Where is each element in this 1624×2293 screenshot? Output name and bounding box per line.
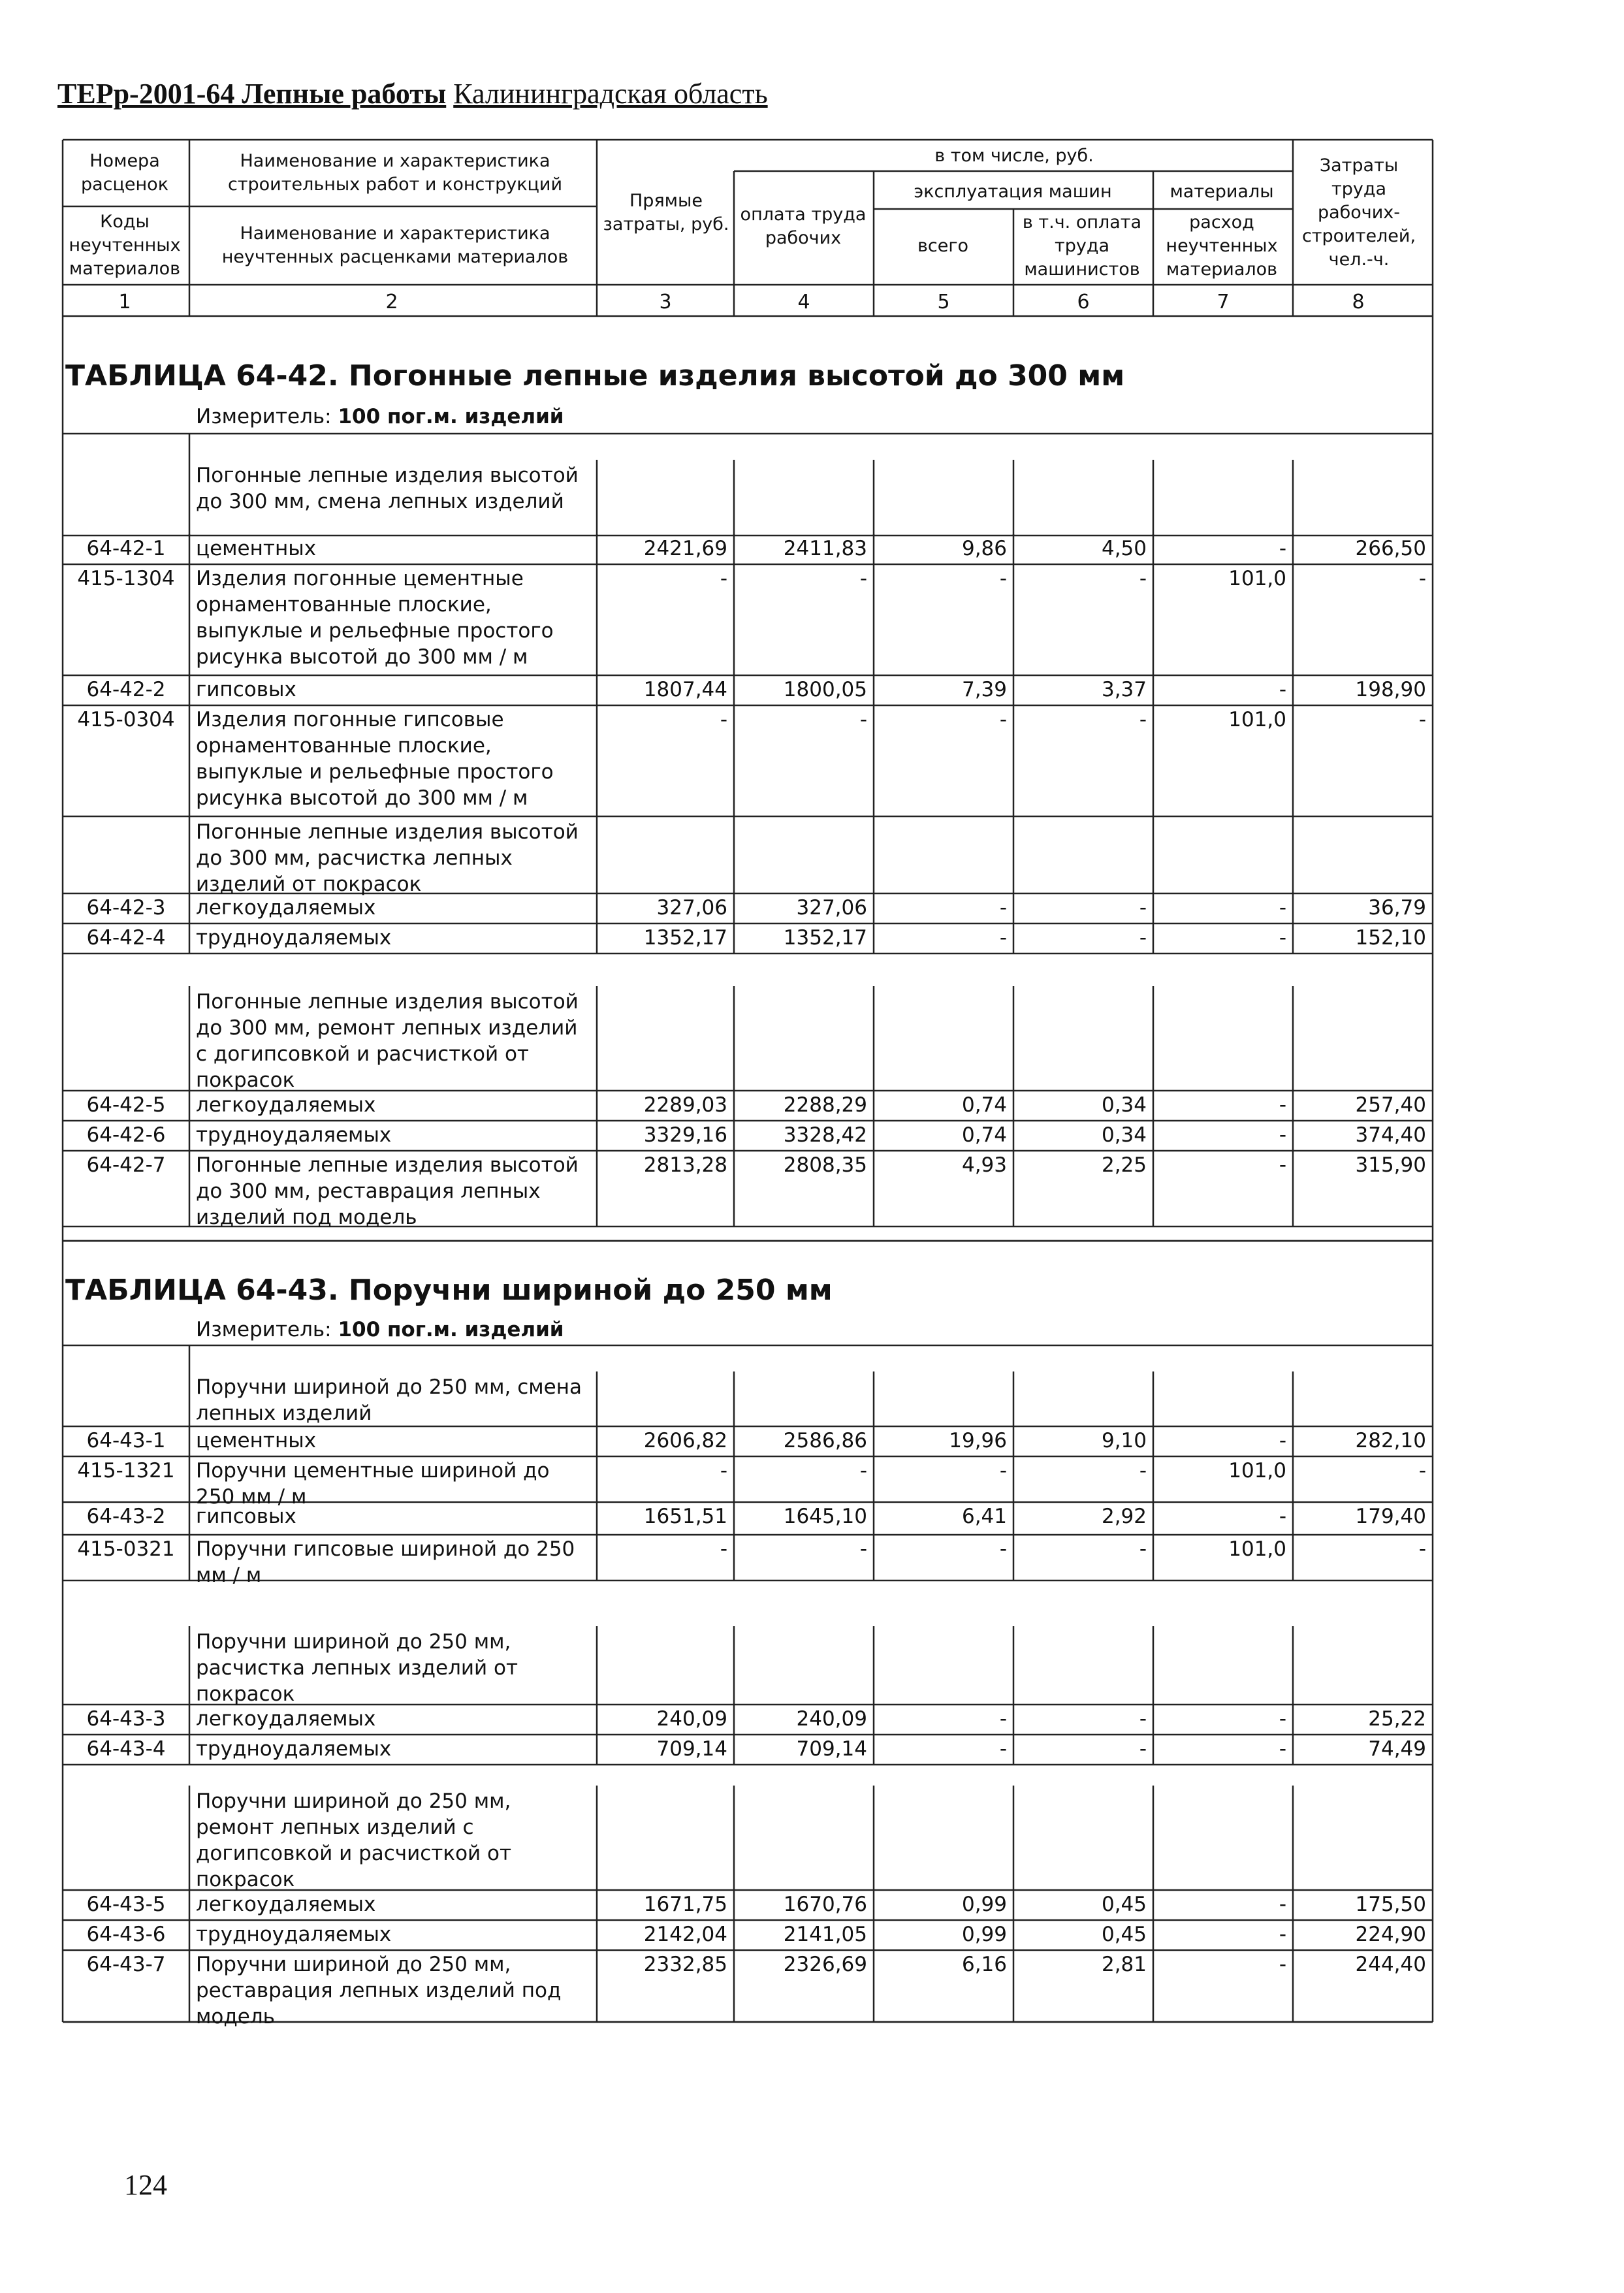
group-heading: Погонные лепные изделия высотой до 300 мм, расчистка лепных изделий от покрасок	[196, 820, 579, 896]
value-c5: -	[999, 1459, 1007, 1483]
value-c5: -	[999, 1537, 1007, 1561]
group-heading: Погонные лепные изделия высотой до 300 мм, ремонт лепных изделий с догипсовкой и расчисткой от покрасок	[196, 990, 579, 1092]
value-c3: 2289,03	[643, 1093, 727, 1117]
value-c6: 0,45	[1101, 1893, 1147, 1916]
item-name: Поручни гипсовые шириной до 250 мм / м	[196, 1537, 575, 1587]
value-c7: -	[1279, 1153, 1286, 1177]
value-c3: 2421,69	[643, 537, 727, 560]
value-c3: 3329,16	[643, 1123, 727, 1147]
item-name: Поручни шириной до 250 мм, реставрация лепных изделий под модель	[196, 1953, 562, 2028]
value-c8: -	[1418, 1537, 1426, 1561]
value-c4: 2808,35	[783, 1153, 867, 1177]
measure-64-43	[196, 1318, 564, 1341]
value-c8: 282,10	[1355, 1429, 1426, 1452]
value-c4: 709,14	[796, 1737, 867, 1761]
value-c6: -	[1139, 1459, 1147, 1483]
column-number-6: 6	[1077, 291, 1090, 313]
value-c4: -	[859, 1459, 867, 1483]
value-c8: -	[1418, 567, 1426, 590]
rate-code: 64-43-3	[86, 1707, 166, 1731]
measure-value: 100 пог.м. изделий	[338, 1318, 564, 1341]
value-c3: 1671,75	[643, 1893, 727, 1916]
value-c7: -	[1279, 1707, 1286, 1731]
header-machine-operation: эксплуатация машин	[914, 182, 1112, 202]
value-c5: -	[999, 926, 1007, 950]
value-c4: 1670,76	[783, 1893, 867, 1916]
value-c4: 1645,10	[783, 1505, 867, 1528]
group-heading: Погонные лепные изделия высотой до 300 мм, смена лепных изделий	[196, 464, 579, 513]
value-c5: 19,96	[949, 1429, 1007, 1452]
value-c5: 0,99	[961, 1923, 1007, 1946]
value-c4: 240,09	[796, 1707, 867, 1731]
rate-code: 64-42-1	[86, 537, 166, 560]
rate-code: 64-43-7	[86, 1953, 166, 1976]
table-title-64-43: ТАБЛИЦА 64-43. Поручни шириной до 250 мм	[65, 1274, 833, 1307]
value-c8: 257,40	[1355, 1093, 1426, 1117]
value-c8: -	[1418, 708, 1426, 731]
value-c6: -	[1139, 708, 1147, 731]
value-c3: -	[720, 1459, 727, 1483]
value-c8: 266,50	[1355, 537, 1426, 560]
value-c7: -	[1279, 678, 1286, 701]
value-c5: -	[999, 708, 1007, 731]
header-machinist-wages: в т.ч. оплата труда машинистов	[1022, 212, 1142, 280]
item-name: Изделия погонные гипсовые орнаментованные плоские, выпуклые и рельефные простого рисунка высотой до 300 мм / м	[196, 708, 554, 810]
document-code: ТЕРр-2001-64 Лепные работы	[57, 78, 447, 110]
value-c7: 101,0	[1228, 567, 1286, 590]
value-c6: -	[1139, 567, 1147, 590]
value-c6: 0,34	[1101, 1093, 1147, 1117]
value-c6: 0,34	[1101, 1123, 1147, 1147]
value-c8: 152,10	[1355, 926, 1426, 950]
column-number-4: 4	[797, 291, 810, 313]
value-c6: -	[1139, 1737, 1147, 1761]
rate-code: 64-42-2	[86, 678, 166, 701]
value-c7: -	[1279, 1429, 1286, 1452]
column-number-1: 1	[118, 291, 131, 313]
rate-code: 64-43-1	[86, 1429, 166, 1452]
value-c8: 179,40	[1355, 1505, 1426, 1528]
value-c8: 25,22	[1368, 1707, 1426, 1731]
measure-label: Измеритель:	[196, 1318, 332, 1341]
column-number-7: 7	[1217, 291, 1230, 313]
header-labor-costs: Затраты труда рабочих-строителей, чел.-ч.	[1301, 155, 1416, 270]
value-c3: 1352,17	[643, 926, 727, 950]
value-c8: 374,40	[1355, 1123, 1426, 1147]
item-name: легкоудаляемых	[196, 1093, 376, 1117]
value-c7: -	[1279, 1923, 1286, 1946]
value-c8: 198,90	[1355, 678, 1426, 701]
column-number-8: 8	[1352, 291, 1365, 313]
item-name: Погонные лепные изделия высотой до 300 мм, реставрация лепных изделий под модель	[196, 1153, 579, 1229]
measure-value: 100 пог.м. изделий	[338, 405, 564, 428]
item-name: трудноудаляемых	[196, 926, 392, 950]
value-c8: 175,50	[1355, 1893, 1426, 1916]
value-c5: 0,99	[961, 1893, 1007, 1916]
value-c8: 244,40	[1355, 1953, 1426, 1976]
value-c5: 6,41	[961, 1505, 1007, 1528]
value-c6: 3,37	[1101, 678, 1147, 701]
rate-code: 64-42-3	[86, 896, 166, 920]
value-c3: 240,09	[656, 1707, 727, 1731]
header-rate-numbers: Номера расценок	[81, 151, 168, 195]
item-name: гипсовых	[196, 678, 296, 701]
value-c5: 0,74	[961, 1093, 1007, 1117]
rate-code: 64-42-7	[86, 1153, 166, 1177]
value-c7: -	[1279, 537, 1286, 560]
value-c3: -	[720, 1537, 727, 1561]
item-name: трудноудаляемых	[196, 1737, 392, 1761]
value-c3: 327,06	[656, 896, 727, 920]
header-materials: материалы	[1170, 182, 1274, 202]
value-c4: 2411,83	[783, 537, 867, 560]
value-c6: 2,81	[1101, 1953, 1147, 1976]
value-c5: 7,39	[961, 678, 1007, 701]
value-c3: 2332,85	[643, 1953, 727, 1976]
value-c6: 2,25	[1101, 1153, 1147, 1177]
value-c6: 0,45	[1101, 1923, 1147, 1946]
measure-64-42	[196, 405, 564, 428]
value-c4: 2326,69	[783, 1953, 867, 1976]
value-c5: -	[999, 567, 1007, 590]
item-name: цементных	[196, 1429, 317, 1452]
value-c7: -	[1279, 1953, 1286, 1976]
header-machine-total: всего	[917, 236, 969, 256]
value-c5: -	[999, 896, 1007, 920]
group-heading: Поручни шириной до 250 мм, ремонт лепных изделий с догипсовкой и расчисткой от покрасок	[196, 1789, 512, 1891]
page-number: 124	[124, 2169, 167, 2201]
value-c7: -	[1279, 896, 1286, 920]
value-c6: 9,10	[1101, 1429, 1147, 1452]
header-material-consumption: расход неучтенных материалов	[1166, 212, 1278, 280]
value-c4: -	[859, 708, 867, 731]
value-c7: 101,0	[1228, 708, 1286, 731]
table-title-64-42: ТАБЛИЦА 64-42. Погонные лепные изделия высотой до 300 мм	[65, 359, 1125, 393]
value-c3: 2142,04	[643, 1923, 727, 1946]
column-number-3: 3	[659, 291, 672, 313]
item-name: легкоудаляемых	[196, 896, 376, 920]
value-c6: -	[1139, 1707, 1147, 1731]
rate-code: 64-42-6	[86, 1123, 166, 1147]
value-c4: 1800,05	[783, 678, 867, 701]
header-including: в том числе, руб.	[934, 146, 1094, 166]
item-name: легкоудаляемых	[196, 1893, 376, 1916]
item-name: цементных	[196, 537, 317, 560]
value-c7: -	[1279, 1737, 1286, 1761]
value-c3: 2813,28	[643, 1153, 727, 1177]
value-c8: 224,90	[1355, 1923, 1426, 1946]
item-name: гипсовых	[196, 1505, 296, 1528]
rate-code: 64-43-5	[86, 1893, 166, 1916]
value-c5: -	[999, 1737, 1007, 1761]
rate-code: 415-1304	[77, 567, 175, 590]
value-c8: 74,49	[1368, 1737, 1426, 1761]
value-c5: 4,93	[961, 1153, 1007, 1177]
value-c4: 2586,86	[783, 1429, 867, 1452]
group-heading: Поручни шириной до 250 мм, смена лепных изделий	[196, 1375, 582, 1425]
value-c3: 709,14	[656, 1737, 727, 1761]
header-work-name: Наименование и характеристика строительных работ и конструкций	[227, 151, 563, 195]
value-c5: 9,86	[961, 537, 1007, 560]
value-c6: 4,50	[1101, 537, 1147, 560]
value-c4: 1352,17	[783, 926, 867, 950]
value-c3: 1651,51	[643, 1505, 727, 1528]
item-name: Изделия погонные цементные орнаментованные плоские, выпуклые и рельефные простого рисунка высотой до 300 мм / м	[196, 567, 554, 669]
value-c3: -	[720, 708, 727, 731]
rate-code: 64-42-5	[86, 1093, 166, 1117]
header-material-codes: Коды неучтенных материалов	[69, 212, 181, 279]
header-worker-wages: оплата труда рабочих	[740, 204, 867, 248]
header-direct-costs: Прямые затраты, руб.	[603, 191, 729, 234]
item-name: легкоудаляемых	[196, 1707, 376, 1731]
value-c5: 0,74	[961, 1123, 1007, 1147]
value-c5: -	[999, 1707, 1007, 1731]
value-c7: -	[1279, 1123, 1286, 1147]
value-c4: 327,06	[796, 896, 867, 920]
value-c7: -	[1279, 1893, 1286, 1916]
value-c6: -	[1139, 896, 1147, 920]
value-c4: -	[859, 1537, 867, 1561]
value-c8: 315,90	[1355, 1153, 1426, 1177]
group-heading: Поручни шириной до 250 мм, расчистка лепных изделий от покрасок	[196, 1630, 518, 1706]
value-c8: 36,79	[1368, 896, 1426, 920]
value-c6: -	[1139, 1537, 1147, 1561]
item-name: трудноудаляемых	[196, 1923, 392, 1946]
value-c6: -	[1139, 926, 1147, 950]
value-c7: 101,0	[1228, 1537, 1286, 1561]
value-c7: -	[1279, 1505, 1286, 1528]
value-c3: 1807,44	[643, 678, 727, 701]
value-c4: 2141,05	[783, 1923, 867, 1946]
value-c6: 2,92	[1101, 1505, 1147, 1528]
value-c7: -	[1279, 926, 1286, 950]
value-c3: 2606,82	[643, 1429, 727, 1452]
value-c5: 6,16	[961, 1953, 1007, 1976]
rate-code: 64-42-4	[86, 926, 166, 950]
value-c4: -	[859, 567, 867, 590]
value-c4: 3328,42	[783, 1123, 867, 1147]
rate-code: 64-43-6	[86, 1923, 166, 1946]
value-c7: -	[1279, 1093, 1286, 1117]
measure-label: Измеритель:	[196, 405, 332, 428]
column-number-2: 2	[385, 291, 398, 313]
value-c7: 101,0	[1228, 1459, 1286, 1483]
item-name: трудноудаляемых	[196, 1123, 392, 1147]
value-c8: -	[1418, 1459, 1426, 1483]
item-name: Поручни цементные шириной до 250 мм / м	[196, 1459, 550, 1509]
rate-code: 64-43-2	[86, 1505, 166, 1528]
rate-code: 415-0321	[77, 1537, 175, 1561]
value-c4: 2288,29	[783, 1093, 867, 1117]
rate-code: 415-1321	[77, 1459, 175, 1483]
column-number-5: 5	[937, 291, 950, 313]
header-material-name: Наименование и характеристика неучтенных расценками материалов	[221, 223, 569, 267]
rate-code: 64-43-4	[86, 1737, 166, 1761]
document-region: Калининградская область	[453, 78, 768, 110]
rate-code: 415-0304	[77, 708, 175, 731]
value-c3: -	[720, 567, 727, 590]
